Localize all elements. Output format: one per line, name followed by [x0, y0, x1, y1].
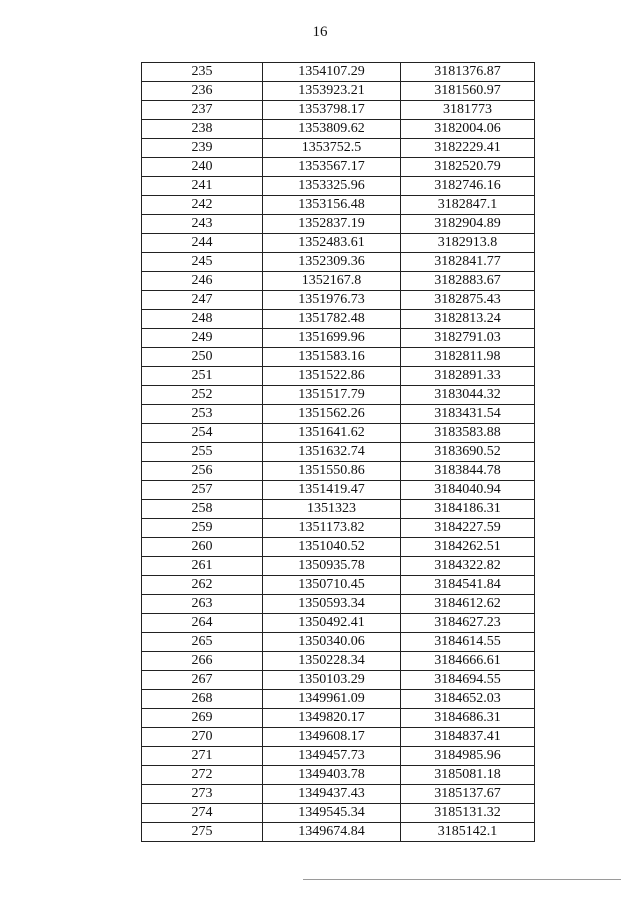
x-coordinate-cell: 1353809.62 [263, 120, 401, 139]
y-coordinate-cell: 3184686.31 [401, 709, 535, 728]
y-coordinate-cell: 3184837.41 [401, 728, 535, 747]
point-number-cell: 242 [142, 196, 263, 215]
y-coordinate-cell: 3183844.78 [401, 462, 535, 481]
point-number-cell: 256 [142, 462, 263, 481]
point-number-cell: 267 [142, 671, 263, 690]
y-coordinate-cell: 3182913.8 [401, 234, 535, 253]
point-number-cell: 247 [142, 291, 263, 310]
x-coordinate-cell: 1353798.17 [263, 101, 401, 120]
table-row [142, 500, 535, 519]
y-coordinate-cell: 3184186.31 [401, 500, 535, 519]
y-coordinate-cell: 3182520.79 [401, 158, 535, 177]
x-coordinate-cell: 1350340.06 [263, 633, 401, 652]
point-number-cell: 265 [142, 633, 263, 652]
table-row [142, 766, 535, 785]
table-row [142, 158, 535, 177]
table-row [142, 519, 535, 538]
point-number-cell: 274 [142, 804, 263, 823]
table-row [142, 386, 535, 405]
table-row [142, 196, 535, 215]
table-row [142, 652, 535, 671]
x-coordinate-cell: 1350593.34 [263, 595, 401, 614]
point-number-cell: 272 [142, 766, 263, 785]
y-coordinate-cell: 3182891.33 [401, 367, 535, 386]
point-number-cell: 270 [142, 728, 263, 747]
x-coordinate-cell: 1349674.84 [263, 823, 401, 842]
y-coordinate-cell: 3184694.55 [401, 671, 535, 690]
y-coordinate-cell: 3185142.1 [401, 823, 535, 842]
x-coordinate-cell: 1351782.48 [263, 310, 401, 329]
point-number-cell: 271 [142, 747, 263, 766]
table-row [142, 177, 535, 196]
y-coordinate-cell: 3184614.55 [401, 633, 535, 652]
table-row [142, 728, 535, 747]
x-coordinate-cell: 1353752.5 [263, 139, 401, 158]
y-coordinate-cell: 3182811.98 [401, 348, 535, 367]
table-row [142, 481, 535, 500]
coordinates-table-body [142, 63, 535, 842]
table-row [142, 424, 535, 443]
table-row [142, 215, 535, 234]
y-coordinate-cell: 3185131.32 [401, 804, 535, 823]
table-row [142, 823, 535, 842]
footer-rule [303, 879, 621, 880]
x-coordinate-cell: 1349457.73 [263, 747, 401, 766]
point-number-cell: 248 [142, 310, 263, 329]
point-number-cell: 253 [142, 405, 263, 424]
table-row [142, 557, 535, 576]
y-coordinate-cell: 3184322.82 [401, 557, 535, 576]
point-number-cell: 263 [142, 595, 263, 614]
x-coordinate-cell: 1349961.09 [263, 690, 401, 709]
table-row [142, 785, 535, 804]
table-row [142, 690, 535, 709]
point-number-cell: 250 [142, 348, 263, 367]
y-coordinate-cell: 3184541.84 [401, 576, 535, 595]
y-coordinate-cell: 3182841.77 [401, 253, 535, 272]
table-row [142, 272, 535, 291]
point-number-cell: 246 [142, 272, 263, 291]
point-number-cell: 236 [142, 82, 263, 101]
x-coordinate-cell: 1352167.8 [263, 272, 401, 291]
y-coordinate-cell: 3184612.62 [401, 595, 535, 614]
x-coordinate-cell: 1349437.43 [263, 785, 401, 804]
x-coordinate-cell: 1349403.78 [263, 766, 401, 785]
y-coordinate-cell: 3185137.67 [401, 785, 535, 804]
table-row [142, 139, 535, 158]
table-row [142, 234, 535, 253]
point-number-cell: 261 [142, 557, 263, 576]
point-number-cell: 252 [142, 386, 263, 405]
y-coordinate-cell: 3182813.24 [401, 310, 535, 329]
x-coordinate-cell: 1352309.36 [263, 253, 401, 272]
point-number-cell: 244 [142, 234, 263, 253]
table-row [142, 443, 535, 462]
point-number-cell: 237 [142, 101, 263, 120]
point-number-cell: 238 [142, 120, 263, 139]
point-number-cell: 273 [142, 785, 263, 804]
table-row [142, 595, 535, 614]
table-row [142, 671, 535, 690]
x-coordinate-cell: 1349608.17 [263, 728, 401, 747]
y-coordinate-cell: 3181376.87 [401, 63, 535, 82]
table-row [142, 804, 535, 823]
point-number-cell: 275 [142, 823, 263, 842]
y-coordinate-cell: 3182875.43 [401, 291, 535, 310]
table-row [142, 538, 535, 557]
x-coordinate-cell: 1349545.34 [263, 804, 401, 823]
x-coordinate-cell: 1350710.45 [263, 576, 401, 595]
page-number: 16 [312, 24, 328, 40]
table-row [142, 367, 535, 386]
x-coordinate-cell: 1351632.74 [263, 443, 401, 462]
y-coordinate-cell: 3183044.32 [401, 386, 535, 405]
x-coordinate-cell: 1351641.62 [263, 424, 401, 443]
point-number-cell: 239 [142, 139, 263, 158]
point-number-cell: 258 [142, 500, 263, 519]
y-coordinate-cell: 3182904.89 [401, 215, 535, 234]
x-coordinate-cell: 1353325.96 [263, 177, 401, 196]
table-row [142, 709, 535, 728]
point-number-cell: 240 [142, 158, 263, 177]
point-number-cell: 269 [142, 709, 263, 728]
x-coordinate-cell: 1352483.61 [263, 234, 401, 253]
point-number-cell: 262 [142, 576, 263, 595]
table-row [142, 291, 535, 310]
point-number-cell: 266 [142, 652, 263, 671]
table-row [142, 614, 535, 633]
point-number-cell: 243 [142, 215, 263, 234]
table-row [142, 329, 535, 348]
table-row [142, 348, 535, 367]
x-coordinate-cell: 1353156.48 [263, 196, 401, 215]
y-coordinate-cell: 3184627.23 [401, 614, 535, 633]
x-coordinate-cell: 1353567.17 [263, 158, 401, 177]
x-coordinate-cell: 1351562.26 [263, 405, 401, 424]
table-row [142, 576, 535, 595]
point-number-cell: 254 [142, 424, 263, 443]
y-coordinate-cell: 3183583.88 [401, 424, 535, 443]
table-row [142, 405, 535, 424]
y-coordinate-cell: 3184040.94 [401, 481, 535, 500]
y-coordinate-cell: 3185081.18 [401, 766, 535, 785]
x-coordinate-cell: 1354107.29 [263, 63, 401, 82]
table-row [142, 253, 535, 272]
y-coordinate-cell: 3182883.67 [401, 272, 535, 291]
y-coordinate-cell: 3182791.03 [401, 329, 535, 348]
table-row [142, 633, 535, 652]
table-row [142, 310, 535, 329]
y-coordinate-cell: 3183690.52 [401, 443, 535, 462]
x-coordinate-cell: 1351522.86 [263, 367, 401, 386]
y-coordinate-cell: 3183431.54 [401, 405, 535, 424]
table-row [142, 747, 535, 766]
y-coordinate-cell: 3181560.97 [401, 82, 535, 101]
point-number-cell: 251 [142, 367, 263, 386]
y-coordinate-cell: 3182847.1 [401, 196, 535, 215]
x-coordinate-cell: 1351173.82 [263, 519, 401, 538]
table-row [142, 101, 535, 120]
x-coordinate-cell: 1351040.52 [263, 538, 401, 557]
x-coordinate-cell: 1350228.34 [263, 652, 401, 671]
point-number-cell: 264 [142, 614, 263, 633]
x-coordinate-cell: 1350935.78 [263, 557, 401, 576]
y-coordinate-cell: 3182004.06 [401, 120, 535, 139]
y-coordinate-cell: 3182746.16 [401, 177, 535, 196]
x-coordinate-cell: 1349820.17 [263, 709, 401, 728]
x-coordinate-cell: 1351550.86 [263, 462, 401, 481]
table-row [142, 82, 535, 101]
table-row [142, 120, 535, 139]
x-coordinate-cell: 1353923.21 [263, 82, 401, 101]
point-number-cell: 245 [142, 253, 263, 272]
table-row [142, 63, 535, 82]
point-number-cell: 257 [142, 481, 263, 500]
x-coordinate-cell: 1351419.47 [263, 481, 401, 500]
y-coordinate-cell: 3181773 [401, 101, 535, 120]
x-coordinate-cell: 1351976.73 [263, 291, 401, 310]
x-coordinate-cell: 1351699.96 [263, 329, 401, 348]
point-number-cell: 259 [142, 519, 263, 538]
x-coordinate-cell: 1350492.41 [263, 614, 401, 633]
table-row [142, 462, 535, 481]
point-number-cell: 249 [142, 329, 263, 348]
x-coordinate-cell: 1350103.29 [263, 671, 401, 690]
y-coordinate-cell: 3184985.96 [401, 747, 535, 766]
point-number-cell: 241 [142, 177, 263, 196]
y-coordinate-cell: 3184652.03 [401, 690, 535, 709]
point-number-cell: 260 [142, 538, 263, 557]
x-coordinate-cell: 1351323 [263, 500, 401, 519]
y-coordinate-cell: 3184227.59 [401, 519, 535, 538]
x-coordinate-cell: 1351517.79 [263, 386, 401, 405]
point-number-cell: 255 [142, 443, 263, 462]
point-number-cell: 235 [142, 63, 263, 82]
x-coordinate-cell: 1351583.16 [263, 348, 401, 367]
y-coordinate-cell: 3182229.41 [401, 139, 535, 158]
x-coordinate-cell: 1352837.19 [263, 215, 401, 234]
y-coordinate-cell: 3184262.51 [401, 538, 535, 557]
point-number-cell: 268 [142, 690, 263, 709]
coordinates-table [141, 62, 535, 842]
y-coordinate-cell: 3184666.61 [401, 652, 535, 671]
